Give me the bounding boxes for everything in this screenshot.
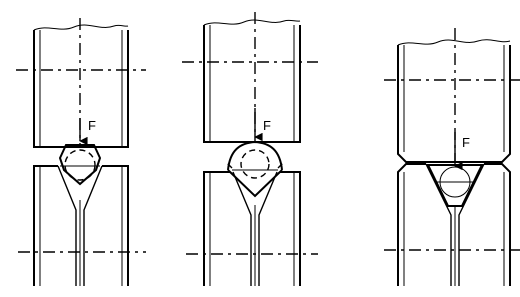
billet-2 xyxy=(226,142,284,196)
panel-1 xyxy=(16,18,146,286)
panel-2 xyxy=(182,12,318,286)
force-label-1: F xyxy=(88,118,96,133)
force-label-3: F xyxy=(462,135,470,150)
billet-1 xyxy=(60,145,100,184)
panel-3 xyxy=(384,28,520,286)
upper-die-2 xyxy=(204,20,300,142)
lower-die-2 xyxy=(204,172,300,286)
force-label-2: F xyxy=(263,118,271,133)
upper-die-1 xyxy=(34,25,128,147)
upper-die-3 xyxy=(398,40,510,162)
